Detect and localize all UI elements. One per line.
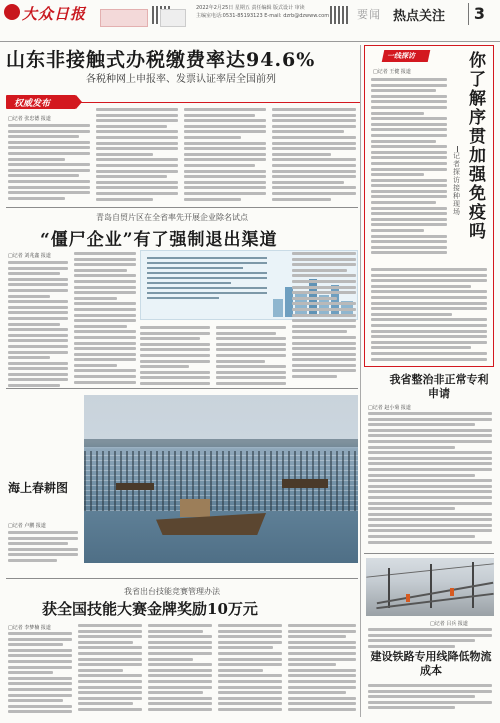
feature-column-1 (371, 78, 447, 257)
zombie-column-5 (292, 252, 356, 381)
section-divider (6, 388, 358, 389)
photo-caption-text (8, 531, 78, 565)
photo-credit: □记者 卢鹏 报道 (8, 523, 46, 529)
lead-column-2 (96, 108, 178, 203)
skills-headline: 获全国技能大赛金牌奖励10万元 (42, 600, 258, 618)
railway-headline: 建设铁路专用线降低物流成本 (370, 650, 492, 677)
patent-byline: □记者 赵小菊 报道 (368, 405, 411, 411)
frontline-label: 一线探访 (387, 52, 415, 60)
feature-byline: □记者 王健 报道 (373, 69, 411, 75)
skills-column-3 (148, 624, 212, 714)
lead-column-4 (272, 108, 356, 203)
skills-kicker: 我省出台技能竞赛管理办法 (124, 587, 220, 596)
section-title: 热点关注 (393, 9, 446, 24)
authority-release-tag (6, 95, 76, 109)
railway-column-2 (368, 684, 492, 712)
patent-column (368, 412, 492, 546)
skills-column-2 (78, 624, 142, 714)
lead-column-1 (8, 124, 90, 202)
railway-column (368, 628, 492, 650)
zombie-column-3 (140, 326, 210, 388)
section-divider (6, 578, 358, 579)
zombie-headline: “僵尸企业”有了强制退出渠道 (40, 230, 278, 250)
lead-subhead: 各税种网上申报率、发票认证率居全国前列 (86, 74, 276, 85)
column-divider (360, 45, 361, 717)
section-tag: 要闻 (357, 8, 381, 21)
railway-byline: □记者 吕兵 报道 (430, 621, 468, 627)
section-divider (364, 553, 494, 554)
masthead (0, 0, 500, 42)
railway-photo (366, 558, 494, 616)
issue-date-line: 2022年2月25日 星期五 责任编辑 版式设计 审读 (196, 5, 305, 11)
patent-headline: 我省整治非正常专利申请 (389, 373, 489, 400)
section-divider (6, 207, 358, 208)
masthead-ad (100, 9, 148, 27)
contact-line: 主编室电话:0531-85193123 E-mail: dzrb@dzwww.com (196, 13, 330, 19)
tag-rule (80, 102, 360, 103)
skills-column-4 (218, 624, 282, 714)
paper-name: 大众日报 (22, 5, 87, 23)
masthead-ad-secondary (160, 9, 186, 27)
zombie-column-1 (8, 261, 68, 390)
lead-byline: □记者 张忠德 报道 (8, 116, 51, 122)
skills-column-5 (288, 624, 356, 714)
paper-logo (4, 4, 104, 28)
lead-column-3 (184, 108, 266, 203)
sea-farming-photo (84, 395, 358, 563)
feature-subtitle: 记者探访接种现场 (453, 152, 460, 216)
frontline-tag (383, 50, 429, 62)
zombie-column-4 (216, 326, 286, 388)
infographic-text (147, 257, 267, 302)
lead-headline: 山东非接触式办税缴费率达94.6% (6, 49, 316, 71)
feature-column-2 (371, 268, 487, 363)
masthead-info (196, 4, 329, 20)
feature-box (364, 45, 494, 367)
page-number: 3 (468, 3, 490, 25)
photo-caption: 海上春耕图 (8, 481, 69, 495)
qr-code-icon (330, 6, 348, 24)
zombie-byline: □记者 刘兆鑫 报道 (8, 253, 51, 259)
logo-emblem-icon (4, 4, 20, 20)
skills-column-1 (8, 632, 72, 716)
zombie-column-2 (74, 252, 136, 386)
feature-headline: 你了解序贯加强免疫吗 (469, 51, 486, 242)
zombie-kicker: 青岛自贸片区在全省率先开展企业除名试点 (96, 213, 248, 222)
skills-byline: □记者 李梦楠 报道 (8, 625, 51, 631)
authority-release-label: 权威发布 (14, 99, 51, 109)
